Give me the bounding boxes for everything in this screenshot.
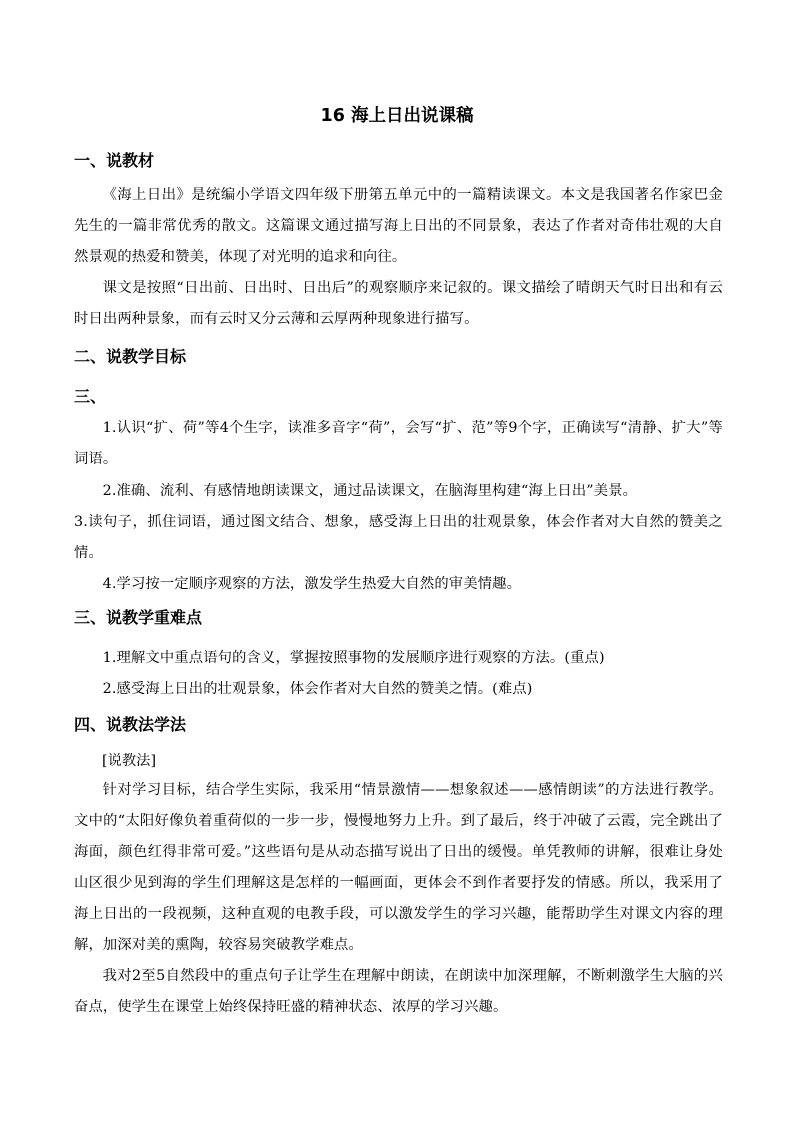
section-heading-textbook: 一、说教材 xyxy=(74,151,155,170)
section-heading-methods: 四、说教法学法 xyxy=(74,715,187,734)
objective-item: 2.准确、流利、有感情地朗读课文，通过品读课文，在脑海里构建“海上日出”美景。 xyxy=(102,483,638,499)
objective-item: 1.认识“扩、荷”等4个生字，读准多音字“荷”，会写“扩、范”等9个字，正确读写“清静、扩大”等词语。 xyxy=(74,420,723,467)
section-heading-stray-number: 三、 xyxy=(74,387,107,406)
paragraph: 《海上日出》是统编小学语文四年级下册第五单元中的一篇精读课文。本文是我国著名作家巴金先生的一篇非常优秀的散文。这篇课文通过描写海上日出的不同景象，表达了作者对奇伟壮观的大自然景观的热爱和赞美，体现了对光明的追求和向往。 xyxy=(74,187,723,265)
key-point-item: 2.感受海上日出的壮观景象，体会作者对大自然的赞美之情。(难点) xyxy=(102,681,533,697)
objective-item: 4.学习按一定顺序观察的方法，激发学生热爱大自然的审美情趣。 xyxy=(102,576,522,592)
objective-item: 3.读句子，抓住词语，通过图文结合、想象，感受海上日出的壮观景象，体会作者对大自然的赞美之情。 xyxy=(74,514,723,561)
paragraph: 课文是按照“日出前、日出时、日出后”的观察顺序来记叙的。课文描绘了晴朗天气时日出和有云时日出两种景象，而有云时又分云薄和云厚两种现象进行描写。 xyxy=(74,280,723,327)
paragraph: 针对学习目标，结合学生实际，我采用“情景激情——想象叙述——感情朗读”的方法进行教学。文中的“太阳好像负着重荷似的一步一步，慢慢地努力上升。到了最后，终于冲破了云霞，完全跳出了海面，颜色红得非常可爱。”这些语句是从动态描写说出了日出的缓慢。单凭教师的讲解，很难让身处山区很少见到海的学生们理解这是怎样的一幅画面，更体会不到作者要抒发的情感。所以，我采用了海上日出的一段视频，这种直观的电教手段，可以激发学生的学习兴趣，能帮助学生对课文内容的理解，加深对美的熏陶，较容易突破教学难点。 xyxy=(74,782,723,953)
subsection-label: [说教法] xyxy=(102,753,157,769)
paragraph: 我对2至5自然段中的重点句子让学生在理解中朗读，在朗读中加深理解，不断刺激学生大脑的兴奋点，使学生在课堂上始终保持旺盛的精神状态、浓厚的学习兴趣。 xyxy=(74,968,723,1015)
section-heading-objectives: 二、说教学目标 xyxy=(74,347,187,366)
section-heading-key-points: 三、说教学重难点 xyxy=(74,608,203,627)
document-title: 16 海上日出说课稿 xyxy=(320,106,474,126)
key-point-item: 1.理解文中重点语句的含义，掌握按照事物的发展顺序进行观察的方法。(重点) xyxy=(102,650,605,666)
